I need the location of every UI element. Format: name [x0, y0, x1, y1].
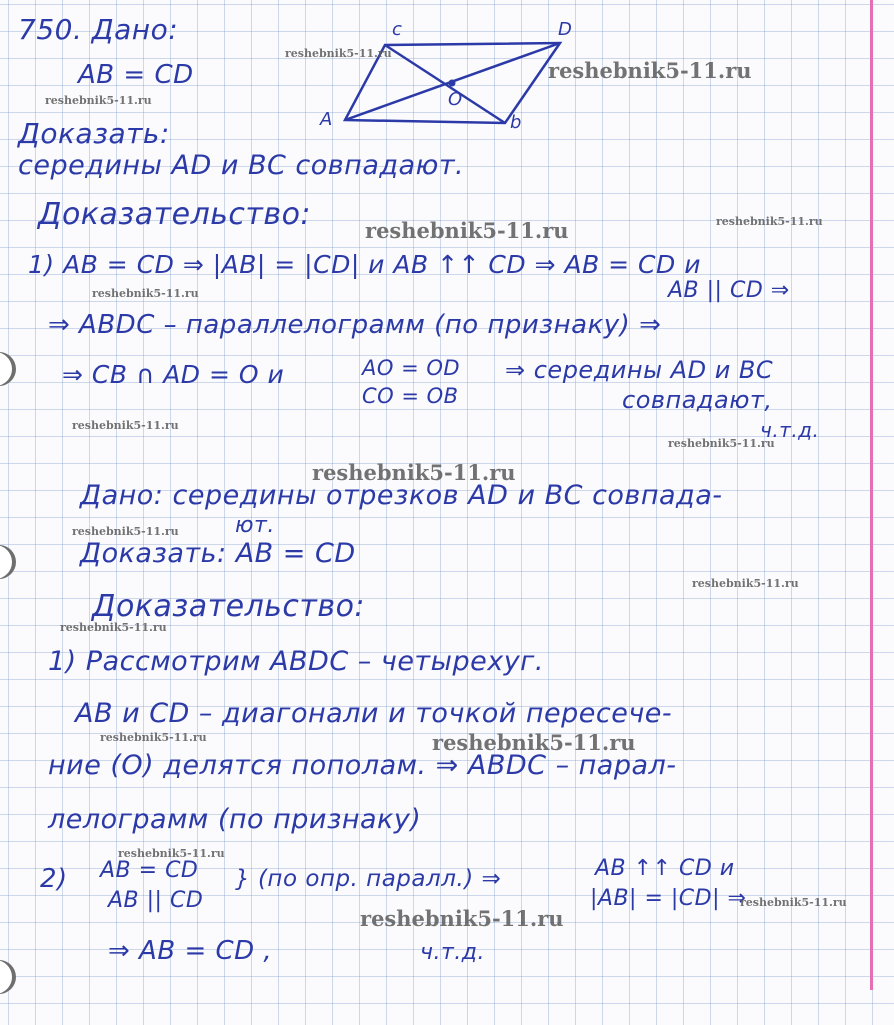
- watermark: reshebnik5-11.ru: [668, 437, 775, 450]
- proof-conclusion-2: совпадают,: [622, 386, 773, 414]
- watermark: reshebnik5-11.ru: [45, 94, 152, 107]
- punch-hole: [0, 545, 16, 579]
- step-2-equal-length: |AB| = |CD| ⇒: [590, 886, 747, 911]
- step-2-number: 2): [40, 864, 68, 894]
- step-2-ab-par-cd: AB || CD: [108, 888, 204, 913]
- watermark: reshebnik5-11.ru: [548, 58, 752, 83]
- prove-2: Доказать: AB = CD: [80, 538, 356, 569]
- step-2-ab-eq-cd: AB = CD: [100, 858, 199, 883]
- proof-ao-od: AO = OD: [362, 356, 461, 380]
- proof-label: Доказательство:: [38, 197, 312, 232]
- punch-hole: [0, 352, 16, 386]
- step-2-conclusion: ⇒ AB = CD ,: [108, 936, 273, 966]
- watermark: reshebnik5-11.ru: [716, 215, 823, 228]
- watermark: reshebnik5-11.ru: [365, 218, 569, 243]
- margin-line: [870, 0, 873, 990]
- step-1-line-3: ние (O) делятся пополам. ⇒ ABDC – парал-: [48, 750, 677, 781]
- point-o: [449, 80, 456, 87]
- step-1-line-4: лелограмм (по признаку): [48, 804, 422, 835]
- step-2-codirected: AB ↑↑ CD и: [595, 856, 735, 881]
- watermark: reshebnik5-11.ru: [360, 906, 564, 931]
- proof-line-3: ⇒ CB ∩ AD = O и: [62, 360, 285, 389]
- label-a: A: [320, 109, 333, 130]
- step-1: 1) Рассмотрим ABDC – четырехуг.: [48, 646, 544, 677]
- watermark: reshebnik5-11.ru: [432, 730, 636, 755]
- watermark: reshebnik5-11.ru: [118, 847, 225, 860]
- proof-co-ob: CO = OB: [362, 384, 459, 408]
- task-number-given: 750. Дано:: [18, 13, 179, 46]
- watermark: reshebnik5-11.ru: [312, 460, 516, 485]
- prove-statement: середины AD и BC совпадают.: [18, 150, 465, 181]
- watermark: reshebnik5-11.ru: [92, 287, 199, 300]
- given-2-cont: ют.: [235, 513, 275, 538]
- watermark: reshebnik5-11.ru: [692, 577, 799, 590]
- label-o: O: [448, 89, 463, 110]
- watermark: reshebnik5-11.ru: [72, 525, 179, 538]
- proof-conclusion: ⇒ середины AD и BC: [505, 356, 774, 384]
- given-vectors: AB = CD: [78, 60, 194, 90]
- watermark: reshebnik5-11.ru: [100, 731, 207, 744]
- proof-line-1: 1) AB = CD ⇒ |AB| = |CD| и AB ↑↑ CD ⇒ AB = CD и: [28, 250, 701, 279]
- given-2: Дано: середины отрезков AD и BC совпада-: [80, 480, 723, 511]
- proof-line-2: ⇒ ABDC – параллелограмм (по признаку) ⇒: [48, 310, 662, 340]
- label-c: c: [392, 19, 402, 40]
- prove-label: Доказать:: [18, 117, 170, 150]
- label-d: D: [558, 19, 572, 40]
- watermark: reshebnik5-11.ru: [740, 896, 847, 909]
- proof-line-1b: AB || CD ⇒: [668, 278, 790, 303]
- watermark: reshebnik5-11.ru: [60, 621, 167, 634]
- diagonal-cb: [385, 45, 505, 123]
- label-b: b: [510, 112, 522, 133]
- qed-2: ч.т.д.: [420, 940, 486, 965]
- punch-hole: [0, 960, 16, 994]
- proof-label-2: Доказательство:: [92, 589, 366, 624]
- step-1-line-2: AB и CD – диагонали и точкой пересече-: [75, 698, 673, 729]
- watermark: reshebnik5-11.ru: [285, 47, 392, 60]
- qed-1: ч.т.д.: [760, 418, 820, 442]
- watermark: reshebnik5-11.ru: [72, 419, 179, 432]
- step-2-definition: } (по опр. паралл.) ⇒: [235, 866, 502, 892]
